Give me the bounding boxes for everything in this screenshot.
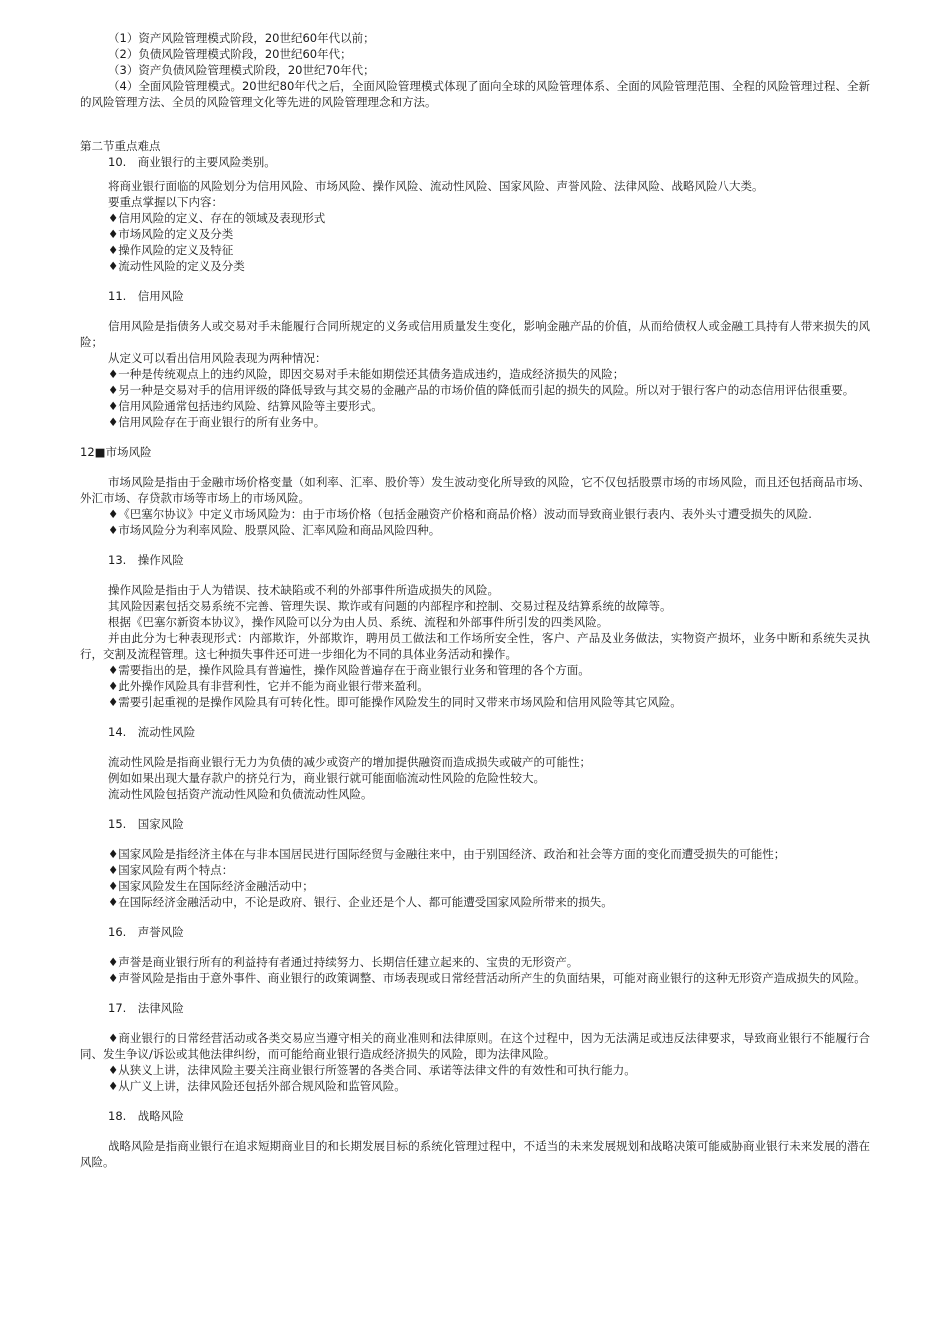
section-title: 第二节重点难点 xyxy=(80,139,161,153)
section-12-paragraph: 市场风险是指由于金融市场价格变量（如利率、汇率、股价等）发生波动变化所导致的风险，它不仅包括股票市场的市场风险，而且还包括商品市场、外汇市场、存贷款市场等市场上的市场风险。 xyxy=(80,475,870,505)
section-10-bullet: ♦流动性风险的定义及分类 xyxy=(108,259,245,273)
section-10-paragraph: 要重点掌握以下内容： xyxy=(108,195,223,209)
section-11-paragraph: 从定义可以看出信用风险表现为两种情况： xyxy=(108,351,327,365)
section-11-heading: 11. 信用风险 xyxy=(108,289,184,303)
section-16-bullet: ♦声誉是商业银行所有的利益持有者通过持续努力、长期信任建立起来的、宝贵的无形资产。 xyxy=(108,955,579,969)
section-12-bullet: ♦《巴塞尔协议》中定义市场风险为：由于市场价格（包括金融资产价格和商品价格）波动而导致商业银行表内、表外头寸遭受损失的风险. xyxy=(108,507,812,521)
section-10-bullet: ♦操作风险的定义及特征 xyxy=(108,243,234,257)
section-13-heading: 13. 操作风险 xyxy=(108,553,184,567)
section-12-heading: 12■市场风险 xyxy=(80,445,152,459)
section-13-paragraph: 根据《巴塞尔新资本协议》，操作风险可以分为由人员、系统、流程和外部事件所引发的四类风险。 xyxy=(108,615,609,629)
section-13-bullet: ♦需要指出的是，操作风险具有普遍性，操作风险普遍存在于商业银行业务和管理的各个方面。 xyxy=(108,663,590,677)
section-10-heading: 10. 商业银行的主要风险类别。 xyxy=(108,155,276,169)
section-13-bullet: ♦需要引起重视的是操作风险具有可转化性。即可能操作风险发生的同时又带来市场风险和信用风险等其它风险。 xyxy=(108,695,682,709)
section-15-heading: 15. 国家风险 xyxy=(108,817,184,831)
section-16-bullet: ♦声誉风险是指由于意外事件、商业银行的政策调整、市场表现或日常经营活动所产生的负面结果，可能对商业银行的这种无形资产造成损失的风险。 xyxy=(108,971,866,985)
section-10-paragraph: 将商业银行面临的风险划分为信用风险、市场风险、操作风险、流动性风险、国家风险、声誉风险、法律风险、战略风险八大类。 xyxy=(108,179,764,193)
section-10-bullet: ♦市场风险的定义及分类 xyxy=(108,227,234,241)
section-15-bullet: ♦国家风险发生在国际经济金融活动中； xyxy=(108,879,314,893)
section-11-bullet: ♦另一种是交易对手的信用评级的降低导致与其交易的金融产品的市场价值的降低而引起的损失的风险。所以对于银行客户的动态信用评估很重要。 xyxy=(108,383,855,397)
section-14-paragraph: 流动性风险包括资产流动性风险和负债流动性风险。 xyxy=(108,787,373,801)
section-14-paragraph: 例如如果出现大量存款户的挤兑行为，商业银行就可能面临流动性风险的危险性较大。 xyxy=(108,771,545,785)
section-17-bullet: ♦商业银行的日常经营活动或各类交易应当遵守相关的商业准则和法律原则。在这个过程中，因为无法满足或违反法律要求，导致商业银行不能履行合同、发生争议/诉讼或其他法律纠纷，而可能给商业银行造成经济损失的风险，即为法律风险。 xyxy=(80,1031,870,1061)
intro-line-1: （1）资产风险管理模式阶段，20世纪60年代以前； xyxy=(108,31,375,45)
intro-line-4: （4）全面风险管理模式。20世纪80年代之后，全面风险管理模式体现了面向全球的风险管理体系、全面的风险管理范围、全程的风险管理过程、全新的风险管理方法、全员的风险管理文化等先进的风险管理理念和方法。 xyxy=(80,79,870,109)
section-11-bullet: ♦信用风险存在于商业银行的所有业务中。 xyxy=(108,415,326,429)
intro-line-2: （2）负债风险管理模式阶段，20世纪60年代； xyxy=(108,47,352,61)
intro-line-3: （3）资产负债风险管理模式阶段，20世纪70年代； xyxy=(108,63,375,77)
section-15-bullet: ♦在国际经济金融活动中，不论是政府、银行、企业还是个人、都可能遭受国家风险所带来的损失。 xyxy=(108,895,613,909)
section-13-paragraph: 其风险因素包括交易系统不完善、管理失误、欺诈或有问题的内部程序和控制、交易过程及结算系统的故障等。 xyxy=(108,599,672,613)
section-15-bullet: ♦国家风险有两个特点： xyxy=(108,863,234,877)
section-14-heading: 14. 流动性风险 xyxy=(108,725,196,739)
section-11-bullet: ♦信用风险通常包括违约风险、结算风险等主要形式。 xyxy=(108,399,383,413)
section-12-bullet: ♦市场风险分为利率风险、股票风险、汇率风险和商品风险四种。 xyxy=(108,523,441,537)
section-13-paragraph: 操作风险是指由于人为错误、技术缺陷或不利的外部事件所造成损失的风险。 xyxy=(108,583,499,597)
section-18-paragraph: 战略风险是指商业银行在追求短期商业目的和长期发展目标的系统化管理过程中，不适当的未来发展规划和战略决策可能威胁商业银行未来发展的潜在风险。 xyxy=(80,1139,870,1169)
section-17-bullet: ♦从广义上讲，法律风险还包括外部合规风险和监管风险。 xyxy=(108,1079,406,1093)
section-10-bullet: ♦信用风险的定义、存在的领域及表现形式 xyxy=(108,211,326,225)
section-17-bullet: ♦从狭义上讲，法律风险主要关注商业银行所签署的各类合同、承诺等法律文件的有效性和可执行能力。 xyxy=(108,1063,636,1077)
section-11-paragraph: 信用风险是指债务人或交易对手未能履行合同所规定的义务或信用质量发生变化，影响金融产品的价值，从而给债权人或金融工具持有人带来损失的风险； xyxy=(80,319,870,349)
section-16-heading: 16. 声誉风险 xyxy=(108,925,184,939)
section-15-bullet: ♦国家风险是指经济主体在与非本国居民进行国际经贸与金融往来中，由于别国经济、政治和社会等方面的变化而遭受损失的可能性； xyxy=(108,847,786,861)
section-14-paragraph: 流动性风险是指商业银行无力为负债的减少或资产的增加提供融资而造成损失或破产的可能性； xyxy=(108,755,591,769)
section-17-heading: 17. 法律风险 xyxy=(108,1001,184,1015)
section-13-bullet: ♦此外操作风险具有非营利性，它并不能为商业银行带来盈利。 xyxy=(108,679,429,693)
section-11-bullet: ♦一种是传统观点上的违约风险，即因交易对手未能如期偿还其债务造成违约，造成经济损失的风险； xyxy=(108,367,625,381)
section-18-heading: 18. 战略风险 xyxy=(108,1109,184,1123)
section-13-paragraph: 并由此分为七种表现形式：内部欺诈，外部欺诈，聘用员工做法和工作场所安全性，客户、产品及业务做法，实物资产损坏，业务中断和系统失灵执行，交割及流程管理。这七种损失事件还可进一步细化为不同的具体业务活动和操作。 xyxy=(80,631,870,661)
